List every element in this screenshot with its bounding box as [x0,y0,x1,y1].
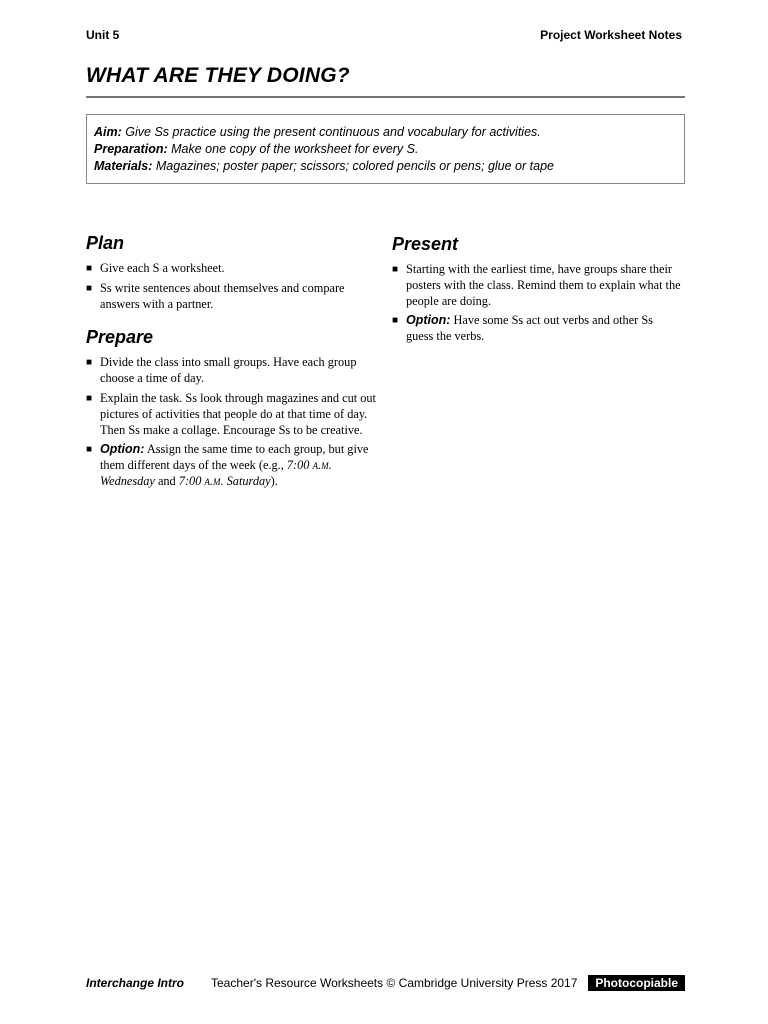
bullet-square-icon: ■ [86,263,93,274]
present-option-item: ■ Option: Have some Ss act out verbs and other Ss guess the verbs. [392,313,653,344]
bullet-square-icon: ■ [86,444,93,456]
list-item: ■ Give each S a worksheet. [86,261,225,275]
bullet-square-icon: ■ [392,264,399,275]
prepare-option-item: ■ Option: Assign the same time to each group, but give them different days of the week (e.g., 7:00 a.m. Wednesday and 7:00 a.m. Saturday). [86,442,369,488]
title-divider [86,96,685,98]
footer [86,975,685,991]
notes-label: Project Worksheet Notes [540,28,682,42]
materials-label: Materials: [94,159,153,173]
preparation-text: Make one copy of the worksheet for every S. [171,142,419,156]
preparation-label: Preparation: [94,142,168,156]
materials-line [94,158,676,175]
photocopiable-badge: Photocopiable [588,975,685,991]
list-item: ■ Explain the task. Ss look through magazines and cut out pictures of activities that people do at that time of day. Then Ss make a collage. Encourage Ss to be creative. [86,390,376,437]
footer-copyright: Teacher's Resource Worksheets © Cambridge University Press 2017 [211,976,578,990]
footer-brand: Interchange Intro [86,976,185,990]
left-column [86,232,376,494]
present-list [392,262,682,345]
preparation-line [94,141,676,158]
bullet-square-icon: ■ [392,315,399,327]
prepare-heading: Prepare [86,327,154,348]
aim-text: Give Ss practice using the present continuous and vocabulary for activities. [125,125,541,139]
aim-box [86,114,685,184]
aim-line [94,124,676,141]
bullet-square-icon: ■ [86,282,93,294]
list-item: ■ Ss write sentences about themselves and compare answers with a partner. [86,280,345,311]
prepare-list [86,355,376,489]
option-label: Option: [406,313,451,328]
plan-heading: Plan [86,233,125,253]
aim-label: Aim: [94,125,122,139]
page-title: WHAT ARE THEY DOING? [86,64,350,87]
bullet-square-icon: ■ [86,392,93,404]
unit-label: Unit 5 [86,28,120,42]
list-item: ■ Starting with the earliest time, have groups share their posters with the class. Remind them to explain what the people are doing. [392,262,681,308]
plan-list [86,261,376,312]
bullet-square-icon: ■ [86,357,93,369]
right-column [392,233,682,349]
materials-text: Magazines; poster paper; scissors; colored pencils or pens; glue or tape [155,159,554,173]
list-item: ■ Divide the class into small groups. Have each group choose a time of day. [86,355,357,386]
present-heading: Present [392,234,459,254]
option-label: Option: [100,442,145,457]
